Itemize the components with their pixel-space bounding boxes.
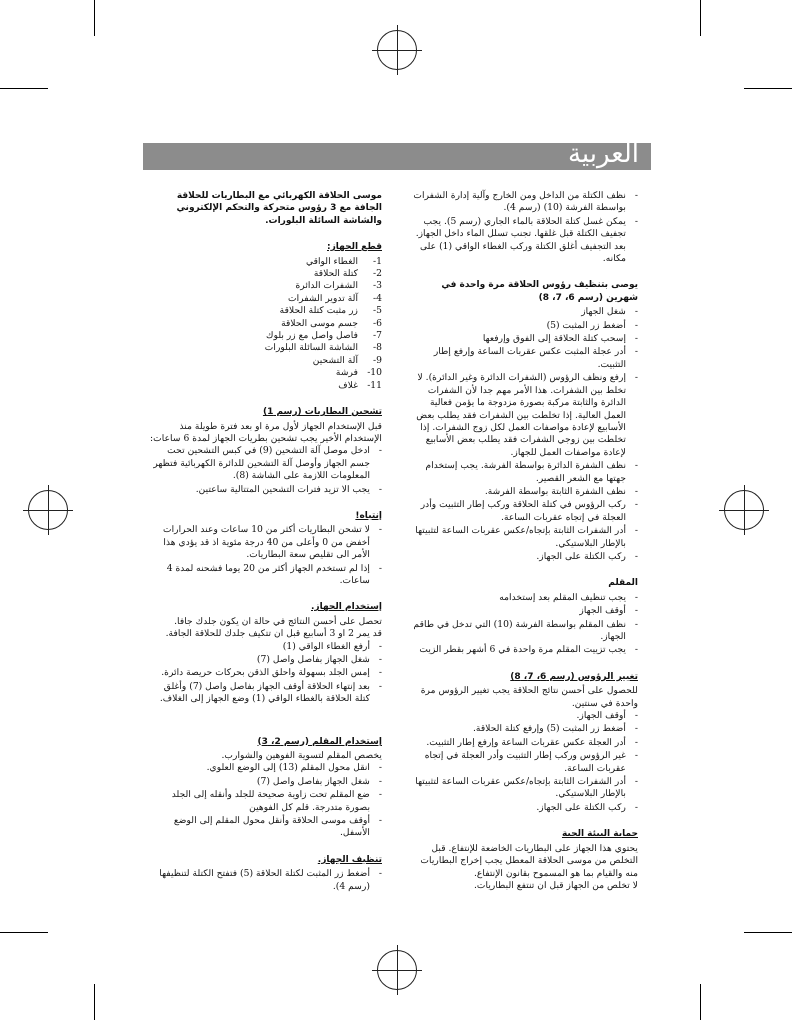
- language-banner: [143, 139, 651, 170]
- list-item: [150, 354, 382, 367]
- item-number: -5: [373, 305, 382, 317]
- list-item: - أدر الشفرات الثابتة بإتجاه/عكس عقربات الساعة لتثبيتها بالإطار البلاستيكي.: [410, 525, 626, 550]
- item-number: -2: [373, 268, 382, 280]
- list-item: - ركب الرؤوس في كتلة الحلاقة وركب إطار التثبيت وأدر العجلة في إتجاه عقربات الساعة.: [410, 499, 626, 524]
- charging-list: [150, 445, 382, 496]
- section-heading-charging: تشحين البطاريات (رسم 1): [262, 407, 382, 418]
- item-text: فرشة: [335, 367, 358, 379]
- list-item: - شغل الجهاز: [410, 306, 626, 318]
- environment-line: لا تخلص من الجهاز قبل ان تنتفع البطاريات.: [473, 879, 638, 891]
- parts-list: [150, 256, 382, 392]
- list-item: - غير الرؤوس وركب إطار التثبيت وأدر العجلة في إتجاه عقربات الساعة.: [410, 750, 626, 775]
- list-item: - أدر عجلة المثبت عكس عقربات الساعة وإرفع إطار التثبيت.: [410, 346, 626, 371]
- list-item: - إسحب كتلة الحلاقة إلى الفوق وإرفعها: [410, 333, 626, 345]
- banner-title: العربية: [567, 139, 639, 169]
- list-item: - أضغط زر المثبت (5): [410, 320, 626, 332]
- list-item: - لا تشحن البطاريات أكثر من 10 ساعات وعند الحرارات أخفض من 0 وأعلى من 40 درجة مئوية اذ قد يؤدي هذا الأمر الى تقليص سعة البطاريات.: [150, 524, 370, 561]
- item-text: فاصل واصل مع زر بلوك: [266, 330, 358, 342]
- crop-mark: [744, 88, 792, 89]
- list-item: - نظف المقلم بواسطة الفرشة (10) التي تدخل في طاقم الجهاز.: [410, 619, 626, 644]
- section-heading-trimmer: المقلم: [608, 578, 638, 589]
- item-number: -10: [367, 367, 382, 379]
- replace-intro: للحصول على أحسن نتائج الحلاقة يجب تغيير الرؤوس مرة واحدة في سنتين.: [420, 685, 638, 709]
- item-number: -8: [373, 342, 382, 354]
- item-text: كتلة الحلاقة: [313, 268, 358, 280]
- list-item: - ضع المقلم تحت زاوية صحيحة للجلد وأنقله إلى الجلد بصورة متدرجة. قلم كل الفوهين: [150, 789, 370, 814]
- list-item: [150, 305, 382, 317]
- section-heading-replace: تغيير الرؤوس (رسم 6، 7، 8): [510, 671, 638, 682]
- item-text: الشاشة السائلة البلورات: [264, 342, 358, 354]
- item-number: -9: [373, 354, 382, 366]
- cleaning-continued-list: [410, 190, 638, 265]
- crop-mark: [700, 0, 701, 36]
- list-item: - إذا لم تستخدم الجهاز أكثر من 20 يوما فشحنه لمدة 4 ساعات.: [150, 563, 370, 588]
- list-item: - ركب الكتلة على الجهاز.: [410, 802, 626, 814]
- crop-mark: [0, 88, 48, 89]
- list-item: - إمس الجلد بسهولة واحلق الذقن بحركات حريصة دائرة.: [150, 667, 370, 679]
- list-item: - انقل محول المقلم (13) إلى الوضع العلوي.: [150, 762, 370, 774]
- list-item: - أوقف الجهاز.: [410, 710, 626, 722]
- list-item: [150, 330, 382, 342]
- item-number: -4: [373, 292, 382, 304]
- registration-line: [744, 485, 745, 535]
- left-column: [150, 190, 382, 894]
- usage-list: [150, 641, 382, 706]
- item-number: -3: [373, 280, 382, 292]
- item-text: الشفرات الدائرة: [295, 280, 358, 292]
- item-number: -11: [367, 379, 382, 391]
- list-item: - أضغط زر المثبت (5) وإرفع كتلة الحلاقة.: [410, 723, 626, 735]
- list-item: - نظف الشفرة الدائرة بواسطة الفرشة. يجب إستخدام جهتها مع الشعر القصير.: [410, 460, 626, 485]
- list-item: [150, 255, 382, 268]
- list-item: - أدر الشفرات الثابتة بإتجاه/عكس عقربات الساعة لتثبيتها بالإطار البلاستيكي.: [410, 776, 626, 801]
- registration-line: [397, 25, 398, 75]
- section-heading-usage: إستخدام الجهاز.: [311, 602, 382, 613]
- trimmer-list: [410, 592, 638, 657]
- list-item: - يجب تنظيف المقلم بعد إستخدامه: [410, 592, 626, 604]
- crop-mark: [0, 932, 48, 933]
- list-item: [150, 367, 382, 379]
- item-text: غلاف: [338, 379, 358, 391]
- trimmer-use-intro: يخصص المقلم لتسوية الفوهين والشوارب.: [221, 750, 382, 762]
- attention-list: [150, 524, 382, 587]
- list-item: - أوقف الجهاز: [410, 605, 626, 617]
- list-item: - يجب تزييت المقلم مرة واحدة في 6 أشهر بقطر الزيت: [410, 644, 626, 656]
- list-item: - شغل الجهاز بفاصل واصل (7): [150, 776, 370, 788]
- item-text: جسم موسى الحلاقة: [281, 317, 358, 329]
- usage-intro-1: تحصل على أحسن النتائج في حالة ان يكون جلدك جافا.: [174, 615, 382, 627]
- section-heading-monthly: يوصى بتنظيف رؤوس الحلاقة مرة واحدة في شهرين (رسم 6، 7، 8): [441, 280, 638, 303]
- crop-mark: [700, 984, 701, 1020]
- environment-text: يحتوي هذا الجهاز على البطاريات الخاضعة للإنتفاع. قبل التخلص من موسى الحلاقة المعطل يجب إخراج البطاريات منه والقيام بما هو المسموح بقانون الإنتفاع.: [420, 842, 638, 879]
- list-item: - نظف الكتلة من الداخل ومن الخارج وآلية إدارة الشفرات بواسطة الفرشة (10) (رسم 4).: [410, 190, 626, 215]
- list-item: - يجب الا تزيد فترات التشحين المتتالية ساعتين.: [150, 484, 370, 496]
- section-heading-cleaning: تنظيف الجهاز.: [317, 854, 382, 865]
- replace-list: [410, 710, 638, 814]
- list-item: - أدر العجلة عكس عقربات الساعة وإرفع إطار التثبيت.: [410, 737, 626, 749]
- item-text: الغطاء الواقي: [305, 255, 358, 267]
- trimmer-use-list: [150, 762, 382, 839]
- list-item: [150, 292, 382, 305]
- monthly-cleaning-list: [410, 306, 638, 563]
- item-number: -1: [373, 255, 382, 267]
- right-column: [410, 190, 638, 892]
- list-item: [150, 317, 382, 330]
- list-item: - أوقف موسى الحلاقة وأنقل محول المقلم إلى الوضع الأسفل.: [150, 815, 370, 840]
- cleaning-list: [150, 868, 382, 893]
- product-title: موسى الحلاقة الكهربائي مع البطاريات للحلاقة الجافة مع 3 رؤوس متحركة والتحكم الإلكتروني والشاشة السائلة البلورات.: [176, 191, 382, 226]
- list-item: [150, 379, 382, 392]
- section-heading-trimmer-use: إستخدام المقلم (رسم 2، 3): [257, 736, 382, 747]
- list-item: - أضغط زر المثبت لكتلة الحلاقة (5) فتفتح الكتلة لتنظيفها (رسم 4).: [150, 868, 370, 893]
- list-item: - أرفع الغطاء الواقي (1): [150, 641, 370, 653]
- section-heading-parts: قطع الجهاز:: [327, 242, 382, 253]
- crop-mark: [744, 932, 792, 933]
- crop-mark: [94, 0, 95, 36]
- list-item: - نظف الشفرة الثابتة بواسطة الفرشة.: [410, 486, 626, 498]
- list-item: [150, 280, 382, 292]
- section-heading-environment: حماية البيئة الحية: [561, 829, 638, 840]
- list-item: - ادخل موصل آلة التشحين (9) في كبس التشحين تحت جسم الجهاز وأوصل آلة التشحين للدائرة الكهربائية فتظهر المعلومات اللازمة على الشاشة (8).: [150, 445, 370, 482]
- charging-intro: قبل الإستخدام الجهاز لأول مرة او بعد فترة طويلة منذ الإستخدام الأخير يجب تشحين بطريات الجهاز لمدة 6 ساعات:: [150, 420, 382, 444]
- list-item: - يمكن غسل كتلة الحلاقة بالماء الجاري (رسم 5). يجب تجفيف الكتلة قبل غلقها. تجنب تسلل الماء داخل الجهاز. بعد التجفيف أغلق الكتلة وركب الغطاء الواقي (1) على مكانه.: [410, 216, 626, 266]
- usage-intro-2: قد يمر 2 او 3 أسابيع قبل ان تتكيف جلدك للحلاقة الجافة.: [165, 628, 382, 640]
- list-item: [150, 268, 382, 280]
- list-item: - شغل الجهاز بفاصل واصل (7): [150, 654, 370, 666]
- item-number: -6: [373, 317, 382, 329]
- list-item: - ركب الكتلة على الجهاز.: [410, 551, 626, 563]
- item-text: آلة التشحين: [312, 354, 358, 366]
- list-item: - إرفع ونظف الرؤوس (الشفرات الدائرة وغير الدائرة). لا تخلط بين الشفرات. هذا الأمر مهم جدا لأن الشفرات الدائرة والثابتة مركبة بصورة مزدوجة ما يؤمن فعالية العمل العالية. إذا تخلطت بين الشفرات فقد يطلب بعض الأسابيع لإعادة مواصفات العمل لكل زوج الشفرات. إذا تخلطت بين زوجي الشفرات فقد يطلب بعض الأسابيع لإعادة مواصفات العمل للجهاز.: [410, 372, 626, 459]
- list-item: - بعد إنتهاء الحلاقة أوقف الجهاز بفاصل واصل (7) وأغلق كتلة الحلاقة بالغطاء الواقي (1) وضع الجهاز إلى الغلاف.: [150, 681, 370, 706]
- list-item: [150, 342, 382, 354]
- item-number: -7: [373, 330, 382, 342]
- crop-mark: [94, 984, 95, 1020]
- item-text: آلة تدوير الشفرات: [287, 292, 358, 304]
- section-heading-attention: إنتباه!: [355, 510, 382, 521]
- item-text: زر مثبت كتلة الحلاقة: [279, 305, 358, 317]
- registration-line: [48, 485, 49, 535]
- registration-line: [397, 945, 398, 995]
